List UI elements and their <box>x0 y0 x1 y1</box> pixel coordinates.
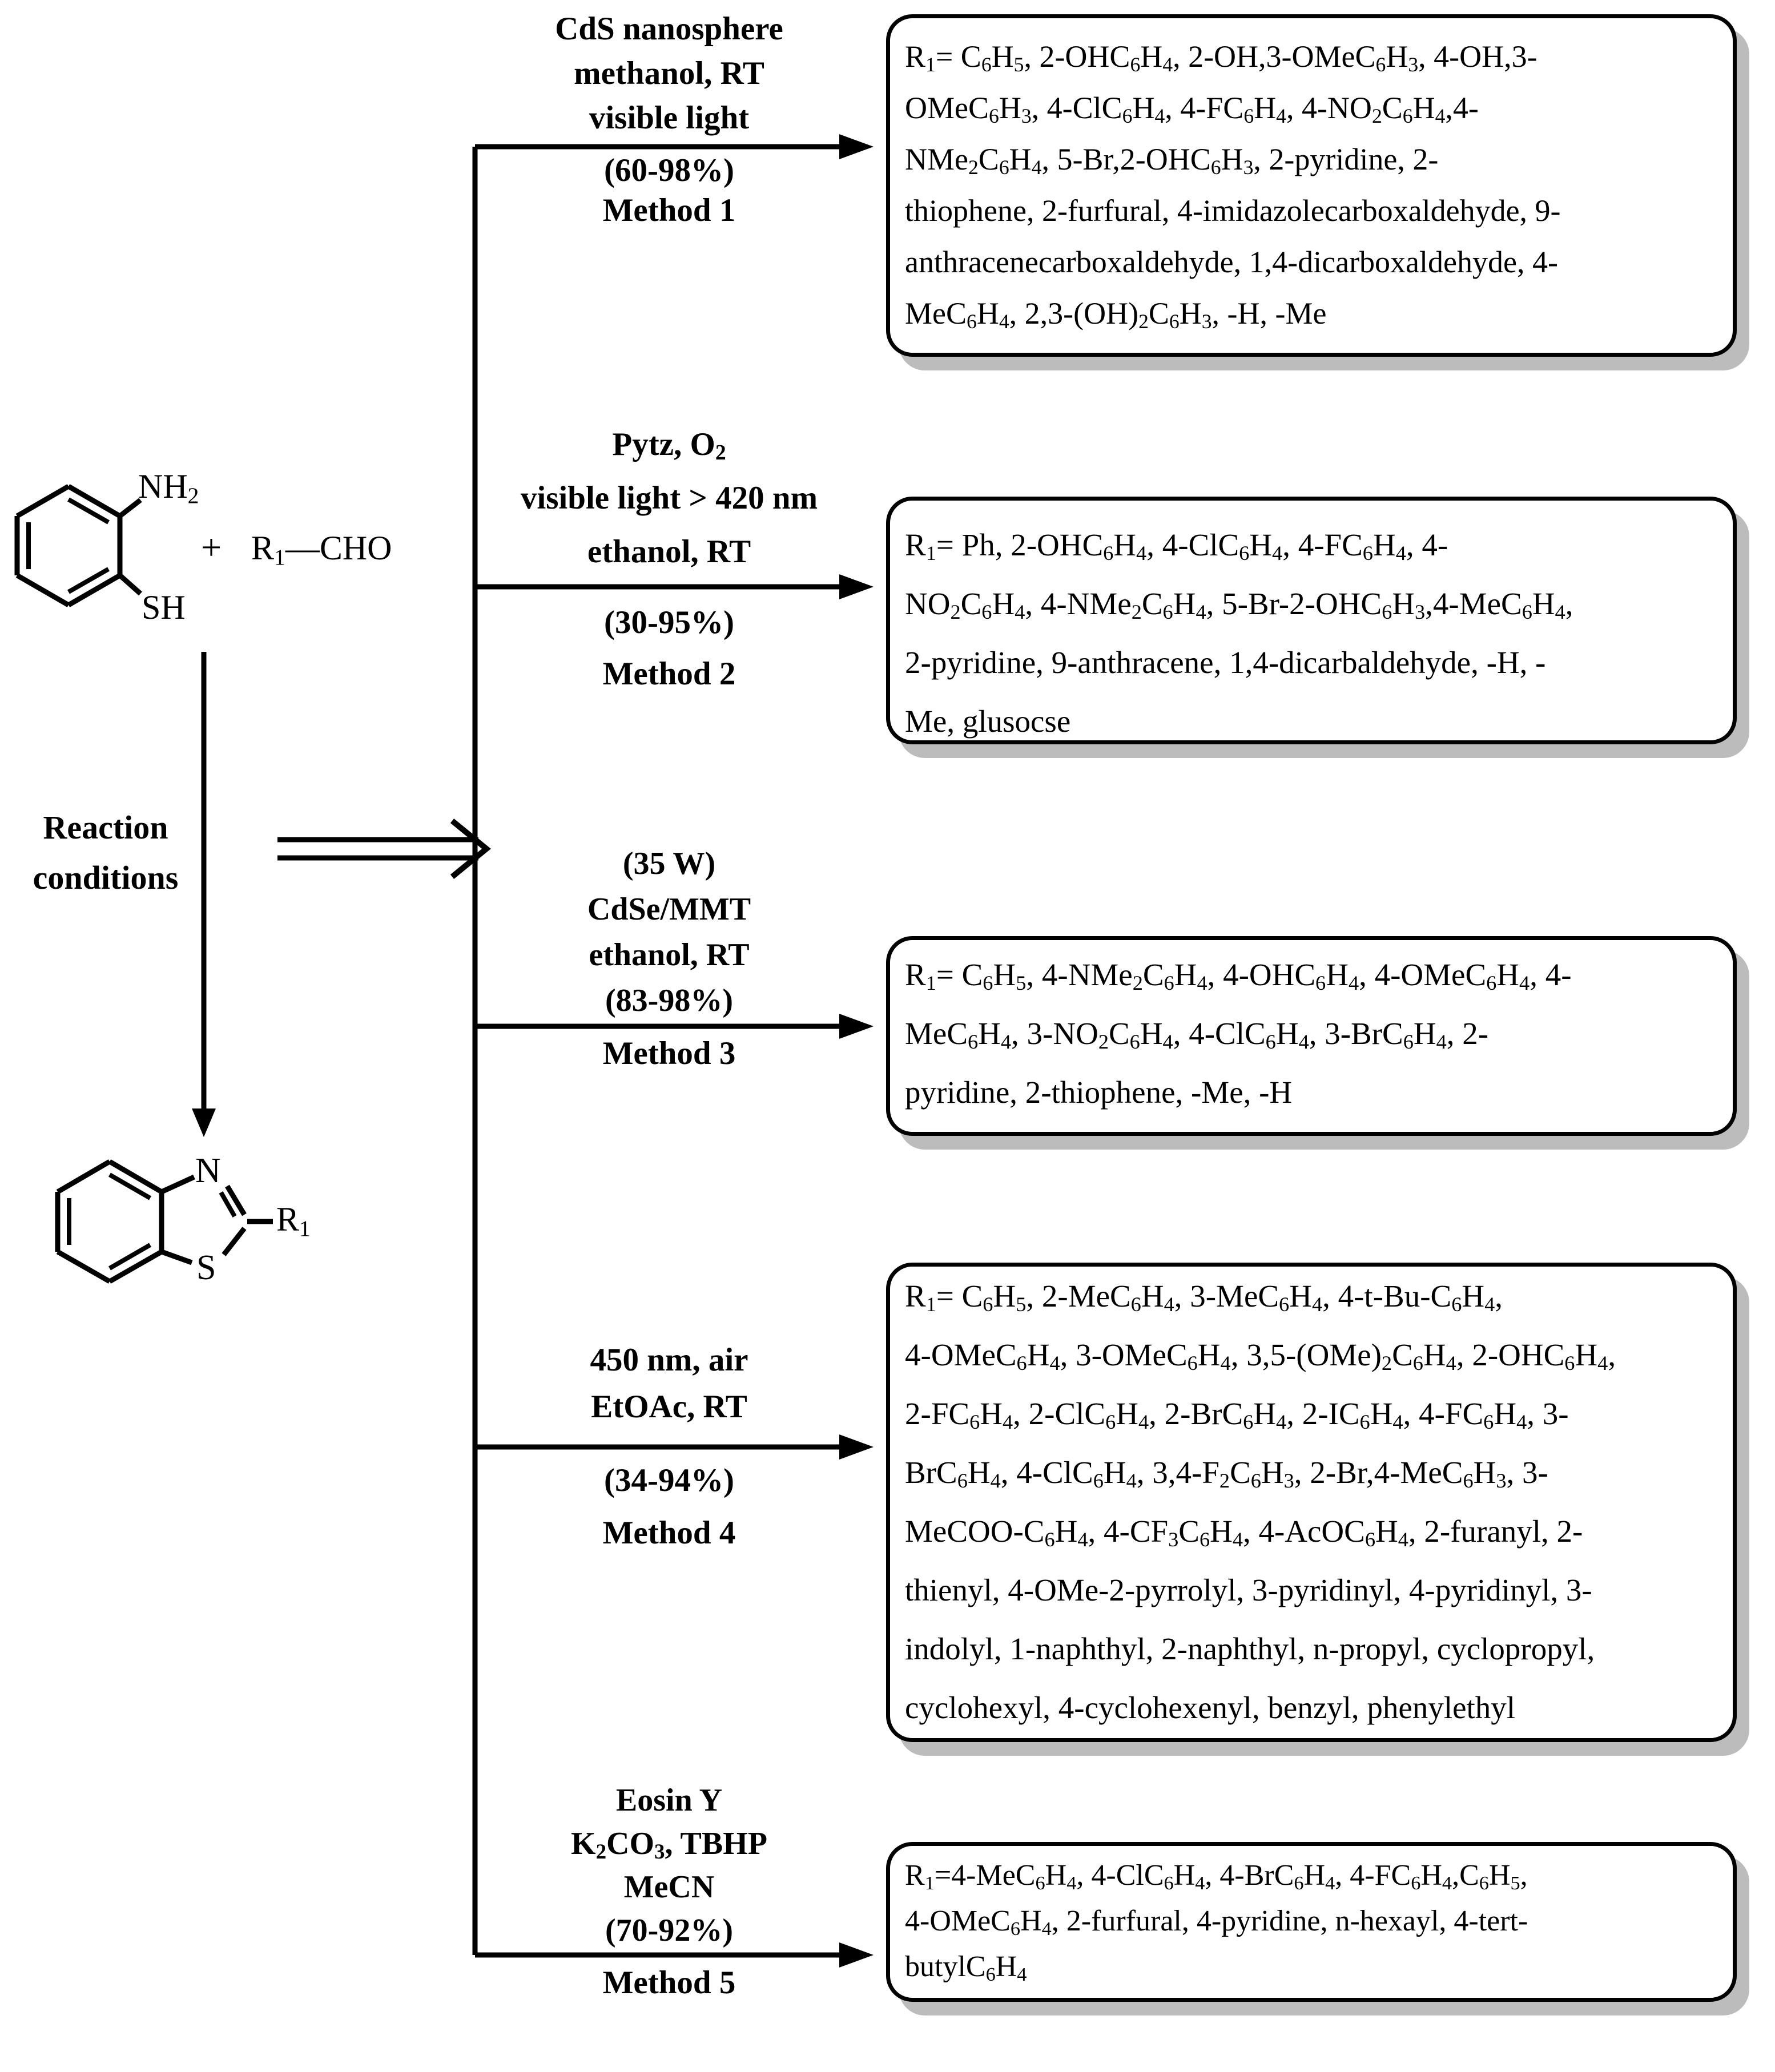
reaction-conditions-double-arrow <box>277 821 486 877</box>
bond-to-thiol <box>120 575 140 594</box>
benzene-ring <box>17 486 120 605</box>
bond-to-amine <box>120 500 140 516</box>
reaction-conditions-label: Reaction conditions <box>33 809 179 896</box>
product-sulfur-label: S <box>196 1248 216 1287</box>
benzothiazole-structure <box>23 1113 377 1353</box>
method-3-conditions-below: Method 3 <box>602 1035 736 1071</box>
method-4-conditions-above: 450 nm, air EtOAc, RT <box>590 1342 748 1425</box>
aldehyde-label: $R_1—CHO$ <box>251 529 392 570</box>
method-1-conditions-below: (60-98%) Method 1 <box>602 152 736 228</box>
thiol-label: SH <box>142 588 186 626</box>
amine-label: $NH_2$ <box>138 467 199 508</box>
method-3-substituents-box: $R_1= C_6H_5$, $4-NMe_2C_6H_4$, $4-OHC_6H_4$, $4-OMeC_6H_4$, 4- $MeC_6H_4$, $3-NO_2C_6H_4$, $4-ClC_6H_4$, $3-BrC_6H_4$, 2- pyridine, 2-thiophene, -Me, -H <box>886 936 1737 1136</box>
method-2-conditions-below: (30-95%) Method 2 <box>602 604 736 692</box>
method-2-conditions-above: Pytz, $O_2$ visible light > 420 nm ethanol, RT <box>520 426 818 570</box>
method-3-conditions-above: (35 W) CdSe/MMT ethanol, RT (83-98%) <box>587 846 751 1018</box>
method-5-substituents-box: $R_1=4-MeC_6H_4$, $4-ClC_6H_4$, $4-BrC_6H_4$, $4-FC_6H_4,C_6H_5$, $4-OMeC_6H_4$, 2-furfural, 4-pyridine, n-hexayl, 4-tert- $butylC_6H_4$ <box>886 1842 1737 2002</box>
method-1-conditions-above: CdS nanosphere methanol, RT visible light <box>555 11 783 136</box>
product-nitrogen-label: N <box>195 1151 221 1190</box>
plus-sign: + <box>201 527 222 567</box>
method-4-conditions-below: (34-94%) Method 4 <box>602 1462 736 1551</box>
method-5-conditions-below: Method 5 <box>602 1965 736 2001</box>
method-4-substituents-box: $R_1= C_6H_5$, $2-MeC_6H_4$, $3-MeC_6H_4$, $4-t-Bu-C_6H_4$, $4-OMeC_6H_4$, $3-OMeC_6H_4$, $3,5-(OMe)_2C_6H_4$, $2-OHC_6H_4$, $2-FC_6H_4$, $2-ClC_6H_4$, $2-BrC_6H_4$, $2-IC_6H_4$, $4-FC_6H_4$, 3- $BrC_6H_4$, $4-ClC_6H_4$, $3,4-F_2C_6H_3$, $2-Br,4-MeC_6H_3$, 3- MeCOO-$C_6H_4$, $4-CF_3C_6H_4$, $4-AcOC_6H_4$, 2-furanyl, 2- thienyl, 4-OMe-2-pyrrolyl, 3-pyridinyl, 4-pyridinyl, 3- indolyl, 1-naphthyl, 2-naphthyl, n-propyl, cyclopropyl, cyclohexyl, 4-cyclohexenyl, benzyl, phenylethyl <box>886 1263 1737 1742</box>
method-1-substituents-box: $R_1= C_6H_5$, $2-OHC_6H_4$, $2-OH,3-OMeC_6H_3$, 4-OH,3- $OMeC_6H_3$, $4-ClC_6H_4$, $4-FC_6H_4$, $4-NO_2C_6H_4,4-$ $NMe_2C_6H_4$, $5-Br,2-OHC_6H_3$, 2-pyridine, 2- thiophene, 2-furfural, 4-imidazolecarboxaldehyde, 9- anthracenecarboxaldehyde, 1,4-dicarboxaldehyde, 4- $MeC_6H_4$, $2,3-(OH)_2C_6H_3$, -H, -Me <box>886 14 1737 357</box>
method-5-conditions-above: Eosin Y $K_2CO_3$, TBHP MeCN (70-92%) <box>571 1783 767 1948</box>
benzo-ring <box>58 1162 162 1281</box>
product-r-group-label: $R_1$ <box>276 1200 311 1241</box>
method-2-substituents-box: $R_1= Ph$, $2-OHC_6H_4$, $4-ClC_6H_4$, $4-FC_6H_4$, 4- $NO_2C_6H_4$, $4-NMe_2C_6H_4$, $5-Br-2-OHC_6H_3,4-MeC_6H_4$, 2-pyridine, 9-anthracene, 1,4-dicarbaldehyde, -H, - Me, glusocse <box>886 497 1737 744</box>
